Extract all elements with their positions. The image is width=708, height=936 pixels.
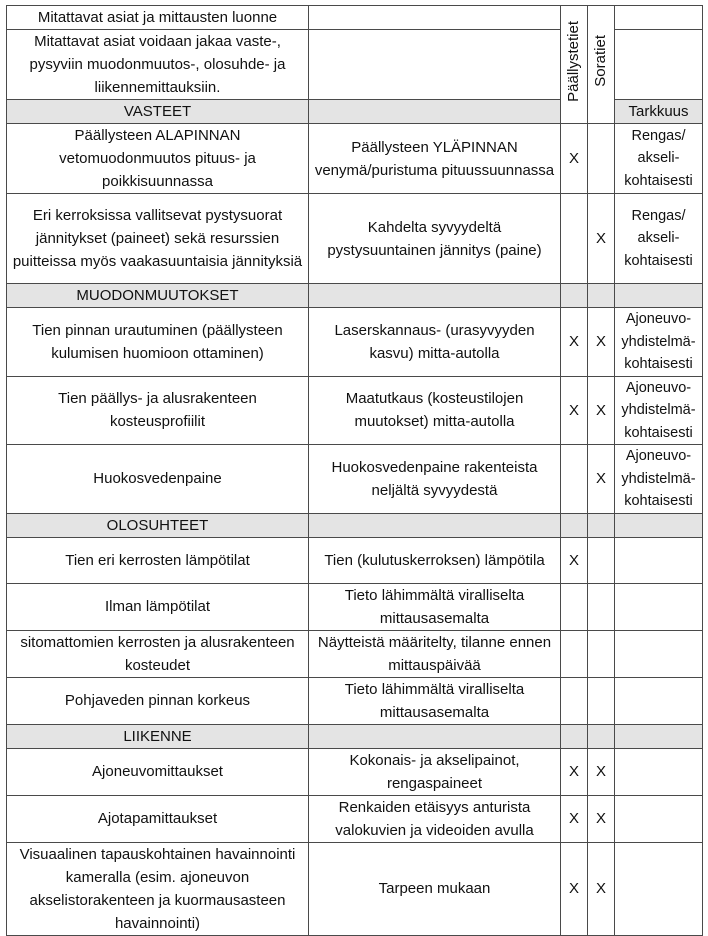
section-title: VASTEET (7, 100, 309, 124)
empty-cell (615, 724, 703, 748)
table-row (7, 630, 703, 677)
gravel-road-mark: X (588, 308, 615, 377)
empty-cell (309, 100, 561, 124)
gravel-road-mark: X (588, 194, 615, 284)
measurement-method: Kahdelta syvyydeltä pystysuuntainen jännitys (paine) (309, 194, 561, 284)
measured-item: Huokosvedenpaine (7, 445, 309, 514)
table-row (7, 537, 703, 583)
header-paved-roads-label: Päällystetiet (565, 20, 582, 102)
accuracy-value (615, 583, 703, 630)
empty-cell (309, 724, 561, 748)
paved-road-mark (561, 583, 588, 630)
table-row (7, 748, 703, 795)
paved-road-mark (561, 630, 588, 677)
intro-text: Mitattavat asiat voidaan jakaa vaste-, pysyviin muodonmuutos-, olosuhde- ja liikennemittauksiin. (7, 30, 309, 100)
table-row (7, 445, 703, 514)
table-row (7, 842, 703, 935)
gravel-road-mark: X (588, 795, 615, 842)
empty-cell (561, 513, 588, 537)
measurement-method: Tarpeen mukaan (309, 842, 561, 935)
paved-road-mark: X (561, 748, 588, 795)
table-row (7, 124, 703, 194)
table-row (7, 795, 703, 842)
measurement-method: Näytteistä määritelty, tilanne ennen mittauspäivää (309, 630, 561, 677)
accuracy-value (615, 842, 703, 935)
section-row (7, 513, 703, 537)
paved-road-mark (561, 677, 588, 724)
measured-item: Visuaalinen tapauskohtainen havainnointi kameralla (esim. ajoneuvon akselistorakenteen ja kuormausasteen havainnointi) (7, 842, 309, 935)
empty-cell (561, 724, 588, 748)
accuracy-value: Ajoneuvo- yhdistelmä- kohtaisesti (615, 308, 703, 377)
accuracy-value (615, 795, 703, 842)
empty-cell (615, 513, 703, 537)
gravel-road-mark: X (588, 445, 615, 514)
measured-item: Pohjaveden pinnan korkeus (7, 677, 309, 724)
accuracy-value (615, 677, 703, 724)
empty-cell (588, 284, 615, 308)
measured-item: Ajotapamittaukset (7, 795, 309, 842)
empty-cell (309, 6, 561, 30)
accuracy-value (615, 748, 703, 795)
header-paved-roads (561, 6, 588, 124)
table-row (7, 194, 703, 284)
table-row (7, 677, 703, 724)
measurement-method: Huokosvedenpaine rakenteista neljältä syvyydestä (309, 445, 561, 514)
gravel-road-mark (588, 537, 615, 583)
measured-item: Eri kerroksissa vallitsevat pystysuorat jännitykset (paineet) sekä resurssien puitteissa myös vaakasuuntaisia jännityksiä (7, 194, 309, 284)
paved-road-mark: X (561, 795, 588, 842)
accuracy-value: Ajoneuvo- yhdistelmä- kohtaisesti (615, 445, 703, 514)
empty-cell (588, 724, 615, 748)
gravel-road-mark: X (588, 748, 615, 795)
measured-item: sitomattomien kerrosten ja alusrakenteen kosteudet (7, 630, 309, 677)
measured-item: Päällysteen ALAPINNAN vetomuodonmuutos pituus- ja poikkisuunnassa (7, 124, 309, 194)
empty-cell (309, 513, 561, 537)
paved-road-mark: X (561, 124, 588, 194)
accuracy-value: Ajoneuvo- yhdistelmä- kohtaisesti (615, 376, 703, 445)
accuracy-value (615, 630, 703, 677)
table-row (7, 583, 703, 630)
accuracy-value: Rengas/ akseli- kohtaisesti (615, 194, 703, 284)
empty-cell (309, 284, 561, 308)
measured-item: Ajoneuvomittaukset (7, 748, 309, 795)
table-title: Mitattavat asiat ja mittausten luonne (7, 6, 309, 30)
measured-item: Tien eri kerrosten lämpötilat (7, 537, 309, 583)
measured-item: Ilman lämpötilat (7, 583, 309, 630)
header-accuracy: Tarkkuus (615, 100, 703, 124)
section-title: MUODONMUUTOKSET (7, 284, 309, 308)
empty-cell (309, 30, 561, 100)
paved-road-mark: X (561, 376, 588, 445)
paved-road-mark (561, 445, 588, 514)
accuracy-value (615, 537, 703, 583)
section-row (7, 724, 703, 748)
measurement-method: Päällysteen YLÄPINNAN venymä/puristuma pituussuunnassa (309, 124, 561, 194)
measurement-method: Tieto lähimmältä viralliselta mittausasemalta (309, 583, 561, 630)
measured-item: Tien pinnan urautuminen (päällysteen kulumisen huomioon ottaminen) (7, 308, 309, 377)
section-row (7, 284, 703, 308)
empty-cell (561, 284, 588, 308)
gravel-road-mark (588, 583, 615, 630)
accuracy-value: Rengas/ akseli- kohtaisesti (615, 124, 703, 194)
gravel-road-mark (588, 677, 615, 724)
gravel-road-mark (588, 630, 615, 677)
empty-cell (615, 6, 703, 30)
measured-item: Tien päällys- ja alusrakenteen kosteusprofiilit (7, 376, 309, 445)
measurement-method: Laserskannaus- (urasyvyyden kasvu) mitta-autolla (309, 308, 561, 377)
paved-road-mark: X (561, 308, 588, 377)
section-title: OLOSUHTEET (7, 513, 309, 537)
empty-cell (615, 284, 703, 308)
header-gravel-roads-label: Soratiet (592, 35, 609, 87)
measurement-method: Renkaiden etäisyys anturista valokuvien ja videoiden avulla (309, 795, 561, 842)
header-gravel-roads (588, 6, 615, 124)
section-title: LIIKENNE (7, 724, 309, 748)
gravel-road-mark (588, 124, 615, 194)
table-row (7, 376, 703, 445)
paved-road-mark (561, 194, 588, 284)
measurement-method: Tieto lähimmältä viralliselta mittausasemalta (309, 677, 561, 724)
paved-road-mark: X (561, 842, 588, 935)
table-row (7, 308, 703, 377)
measurement-method: Kokonais- ja akselipainot, rengaspaineet (309, 748, 561, 795)
empty-cell (588, 513, 615, 537)
gravel-road-mark: X (588, 376, 615, 445)
measurements-table (6, 5, 703, 936)
gravel-road-mark: X (588, 842, 615, 935)
measurement-method: Maatutkaus (kosteustilojen muutokset) mitta-autolla (309, 376, 561, 445)
paved-road-mark: X (561, 537, 588, 583)
empty-cell (615, 30, 703, 100)
measurement-method: Tien (kulutuskerroksen) lämpötila (309, 537, 561, 583)
